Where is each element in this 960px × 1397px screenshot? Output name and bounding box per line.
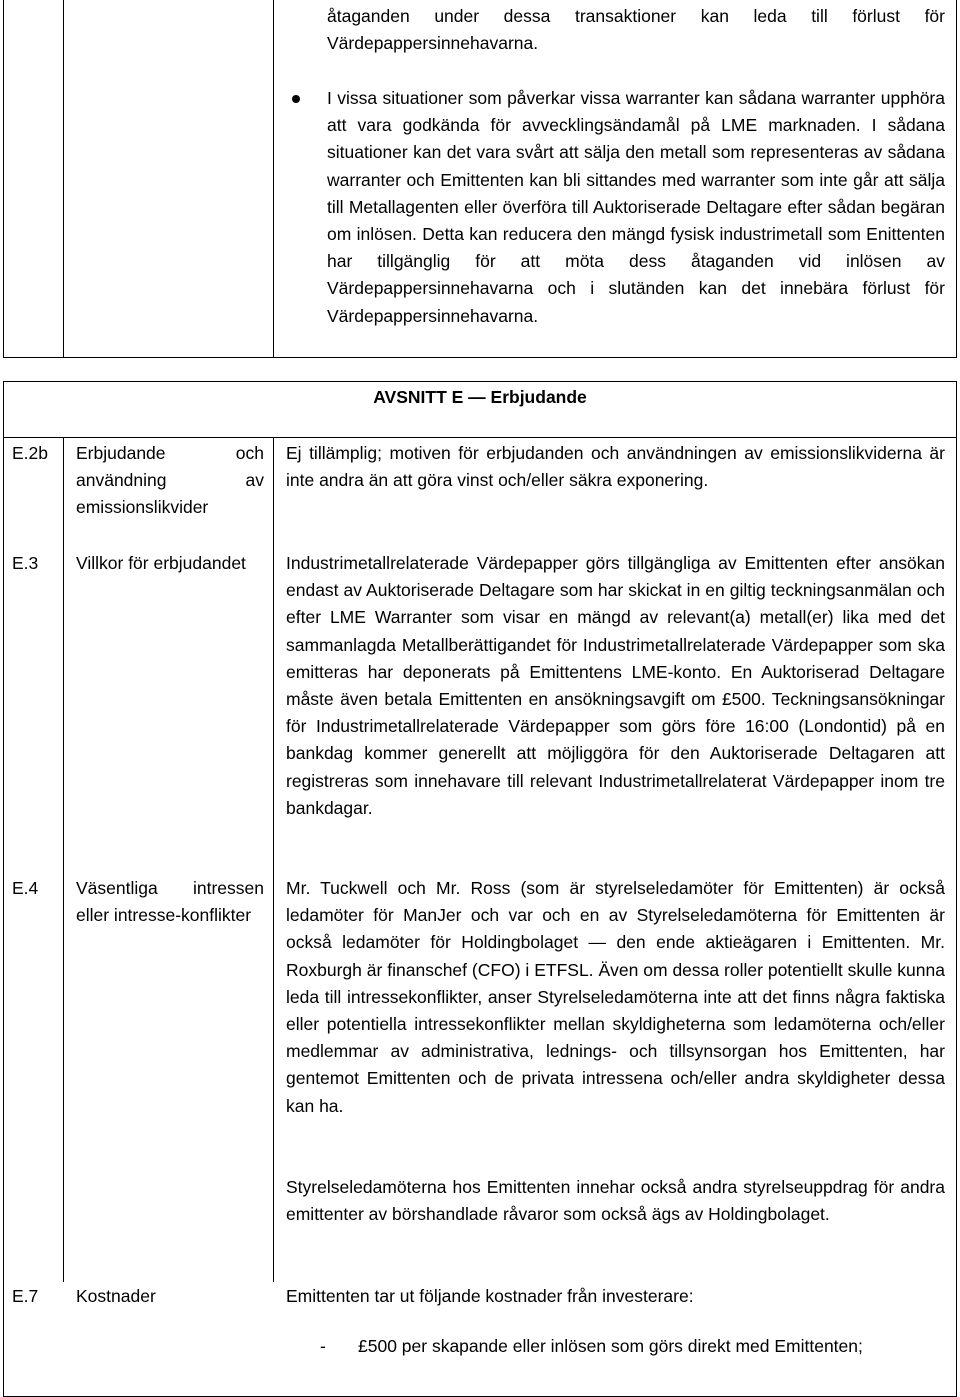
row-title: Erbjudande och användning av emissionslikvider (76, 443, 264, 518)
row-code: E.4 (12, 878, 39, 898)
list-dash: - (320, 1336, 326, 1356)
row-title: Kostnader (76, 1286, 156, 1306)
row-title: Väsentliga intressen eller intresse-konflikter (76, 878, 264, 926)
risk-row-divider-1 (63, 0, 64, 357)
risk-row-divider-2 (273, 0, 274, 357)
offer-table-divider-2 (273, 437, 274, 1282)
row-content: Industrimetallrelaterade Värdepapper görs tillgängliga av Emittenten efter ansökan endast av Auktoriserade Deltagare som har skickat in en giltig teckningsanmälan och efter LME Warranter som visar en mängd av relevant(a) metall(er) lika med det sammanlagda Metallberättigandet för Industrimetallrelaterade Värdepapper som ska emitteras har deponerats på Emittentens LME-konto. En Auktoriserad Deltagare måste även betala Emittenten en ansökningsavgift om £500. Teckningsansökningar för Industrimetallrelaterade Värdepapper som görs före 16:00 (Londontid) på en bankdag kommer generellt att möjliggöra för den Auktoriserade Deltagaren att registreras som innehavare till relevant Industrimetallrelaterat Värdepapper inom tre bankdagar. (286, 553, 945, 818)
row-content: Styrelseledamöterna hos Emittenten innehar också andra styrelseuppdrag för andra emittenter av börshandlade råvaror som också ägs av Holdingbolaget. (286, 1177, 945, 1225)
continuation-paragraph: åtaganden under dessa transaktioner kan leda till förlust för Värdepappersinnehavarna. (327, 6, 945, 54)
row-content: Mr. Tuckwell och Mr. Ross (som är styrelseledamöter för Emittenten) är också ledamöter för ManJer och var och en av Styrelseledamöterna för Emittenten är också ledamöter för Holdingbolaget — den ende aktieägaren i Emittenten. Mr. Roxburgh är finanschef (CFO) i ETFSL. Även om dessa roller potentiellt skulle kunna leda till intressekonflikter, anser Styrelseledamöterna inte att det finns några faktiska eller potentiella intressekonflikter mellan skyldigheterna som ledamöterna och/eller medlemmar av administrativa, lednings- och tillsynsorgan hos Emittenten, har gentemot Emittenten och de privata intressena och/eller andra skyldigheter dessa kan ha. (286, 878, 945, 1116)
offer-table-divider-1 (63, 437, 64, 1282)
bullet-dot (292, 95, 300, 103)
row-title: Villkor för erbjudandet (76, 553, 246, 573)
row-content: Ej tillämplig; motiven för erbjudanden och användningen av emissionslikviderna är inte andra än att göra vinst och/eller säkra exponering. (286, 443, 945, 491)
row-code: E.7 (12, 1286, 39, 1306)
bullet-paragraph: I vissa situationer som påverkar vissa warranter kan sådana warranter upphöra att vara godkända för avvecklingsändamål på LME marknaden. I sådana situationer kan det vara svårt att sälja den metall som representeras av sådana warranter och Emittenten kan bli sittandes med warranter som inte går att sälja till Metallagenten eller överföra till Auktoriserade Deltagare efter sådan begäran om inlösen. Detta kan reducera den mängd fysisk industrimetall som Enittenten har tillgänglig för att möta dess åtaganden vid inlösen av Värdepappersinnehavarna och i slutänden kan det innebära förlust för Värdepappersinnehavarna. (327, 88, 945, 326)
row-code: E.2b (12, 443, 48, 463)
row-content: Emittenten tar ut följande kostnader från investerare: (286, 1286, 694, 1306)
list-item: £500 per skapande eller inlösen som görs direkt med Emittenten; (358, 1336, 863, 1356)
section-heading: AVSNITT E — Erbjudande (373, 387, 587, 407)
row-code: E.3 (12, 553, 39, 573)
